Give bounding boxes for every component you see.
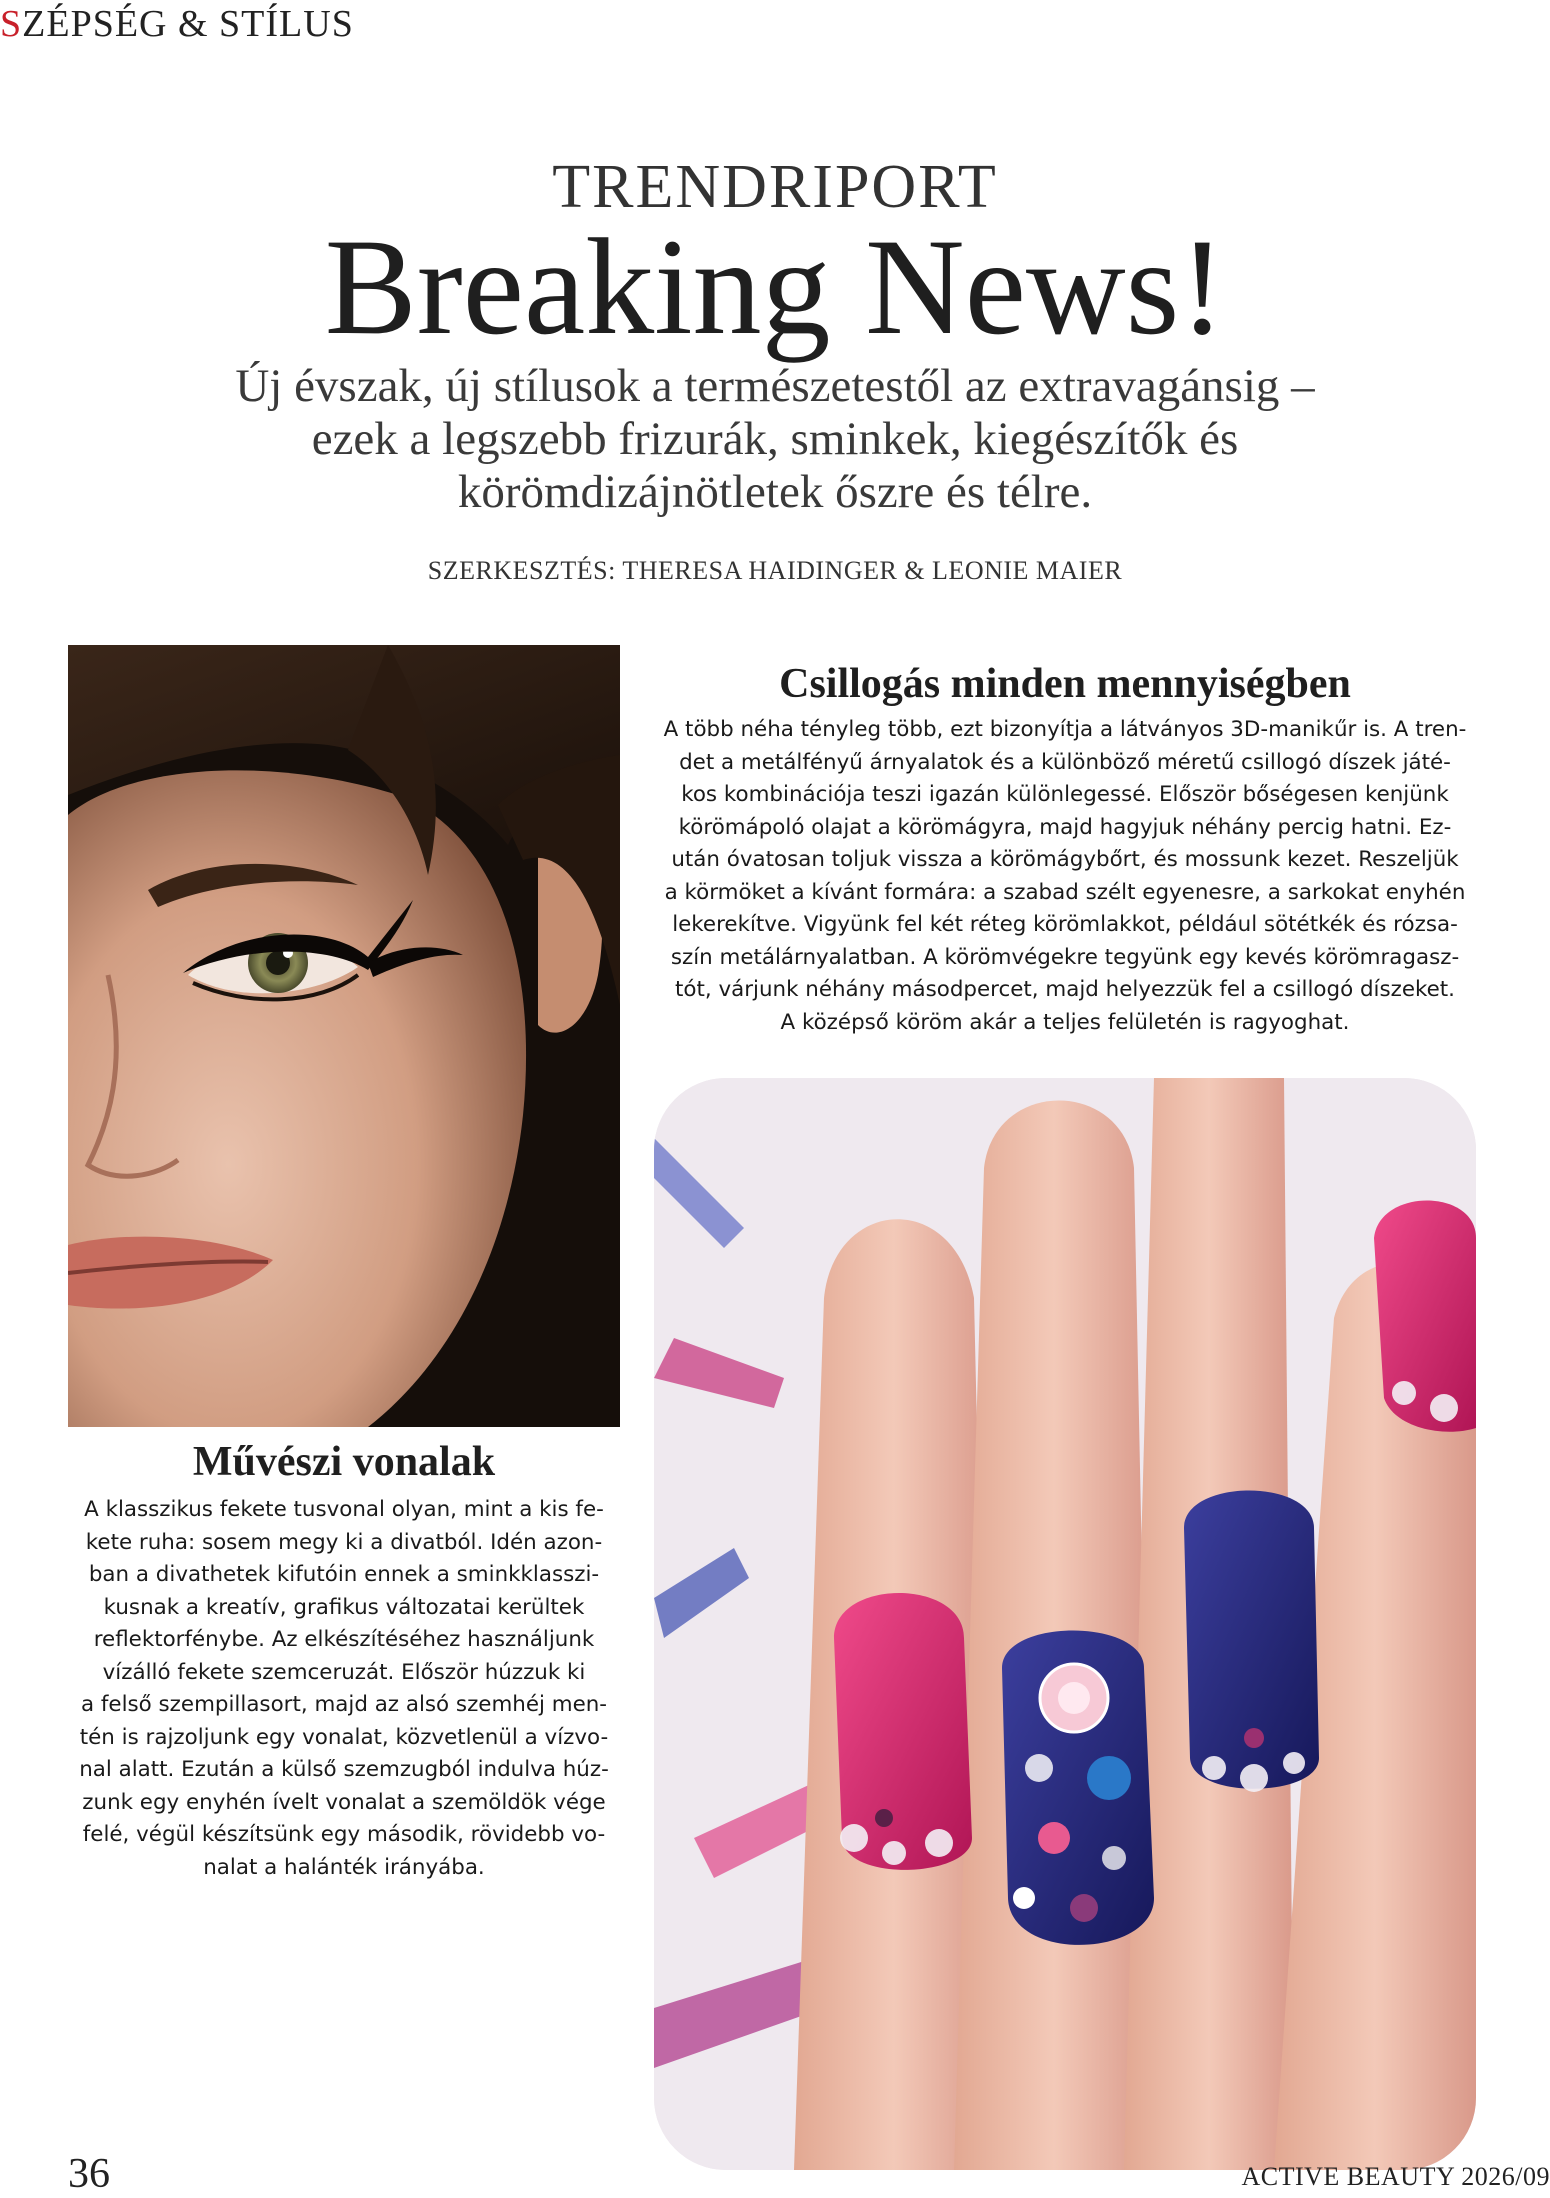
body-line: felé, végül készítsünk egy második, rövidebb vo- <box>82 1822 606 1847</box>
page-number: 36 <box>68 2151 110 2197</box>
nails-section-title: Csillogás minden mennyiségben <box>779 661 1351 707</box>
body-line: ban a divathetek kifutóin ennek a sminkklasszi- <box>88 1562 600 1587</box>
body-line: zunk egy enyhén ívelt vonalat a szemöldök vége <box>82 1789 606 1815</box>
eyeliner-portrait-photo <box>68 645 620 1427</box>
standfirst-line: körömdizájnötletek őszre és télre. <box>457 466 1093 518</box>
body-line: után óvatosan toljuk vissza a körömágybőrt, és mossunk kezet. Reszeljük <box>671 847 1459 872</box>
article-byline: SZERKESZTÉS: THERESA HAIDINGER & LEONIE MAIER <box>427 556 1123 585</box>
eyeliner-section-title: Művészi vonalak <box>192 1439 496 1485</box>
body-line: kusnak a kreatív, grafikus változatai kerültek <box>103 1594 585 1620</box>
body-line: a felső szempillasort, majd az alsó szemhéj men- <box>80 1692 608 1717</box>
section-label <box>0 2 354 46</box>
body-line: A középső köröm akár a teljes felületén is ragyoghat. <box>780 1009 1350 1035</box>
body-line: vízálló fekete szemceruzát. Először húzzuk ki <box>102 1659 586 1685</box>
body-line: a körmöket a kívánt formára: a szabad szélt egyenesre, a sarkokat enyhén <box>664 879 1466 905</box>
body-line: kos kombinációja teszi igazán különlegessé. Először bőségesen kenjünk <box>681 782 1449 807</box>
body-line: nal alatt. Ezután a külső szemzugból indulva húz- <box>79 1757 609 1782</box>
body-line: nalat a halánték irányába. <box>203 1854 485 1880</box>
body-line: det a metálfényű árnyalatok és a különböző méretű csillogó díszek játé- <box>679 749 1451 775</box>
article-kicker: TRENDRIPORT <box>552 153 998 221</box>
article-headline: Breaking News! <box>324 210 1226 363</box>
body-line: A több néha tényleg több, ezt bizonyítja a látványos 3D-manikűr is. A tren- <box>663 717 1467 742</box>
body-line: lekerekítve. Vigyünk fel két réteg körömlakkot, például sötétkék és rózsa- <box>672 912 1458 937</box>
body-line: tén is rajzoljunk egy vonalat, közvetlenül a vízvo- <box>79 1724 609 1750</box>
section-label-text: ZÉPSÉG & STÍLUS <box>22 3 354 45</box>
nail-art-photo <box>654 1078 1476 2170</box>
magazine-issue: ACTIVE BEAUTY 2026/09 <box>1241 2162 1550 2191</box>
standfirst-line: ezek a legszebb frizurák, sminkek, kiegészítők és <box>311 413 1239 465</box>
body-line: tót, várjunk néhány másodpercet, majd helyezzük fel a csillogó díszeket. <box>675 977 1455 1002</box>
nails-section-body <box>654 714 1476 1039</box>
body-line: reflektorfénybe. Az elkészítéséhez használjunk <box>93 1627 595 1652</box>
body-line: körömápoló olajat a körömágyra, majd hagyjuk néhány percig hatni. Ez- <box>678 814 1452 840</box>
body-line: szín metálárnyalatban. A körömvégekre tegyünk egy kevés körömragasz- <box>670 944 1460 970</box>
article-standfirst <box>200 360 1350 519</box>
section-label-initial: S <box>0 3 23 45</box>
body-line: A klasszikus fekete tusvonal olyan, mint a kis fe- <box>84 1497 604 1522</box>
body-line: kete ruha: sosem megy ki a divatból. Idén azon- <box>85 1529 603 1555</box>
standfirst-line: Új évszak, új stílusok a természetestől az extravagánsig – <box>235 360 1315 412</box>
eyeliner-section-body <box>68 1494 620 1884</box>
